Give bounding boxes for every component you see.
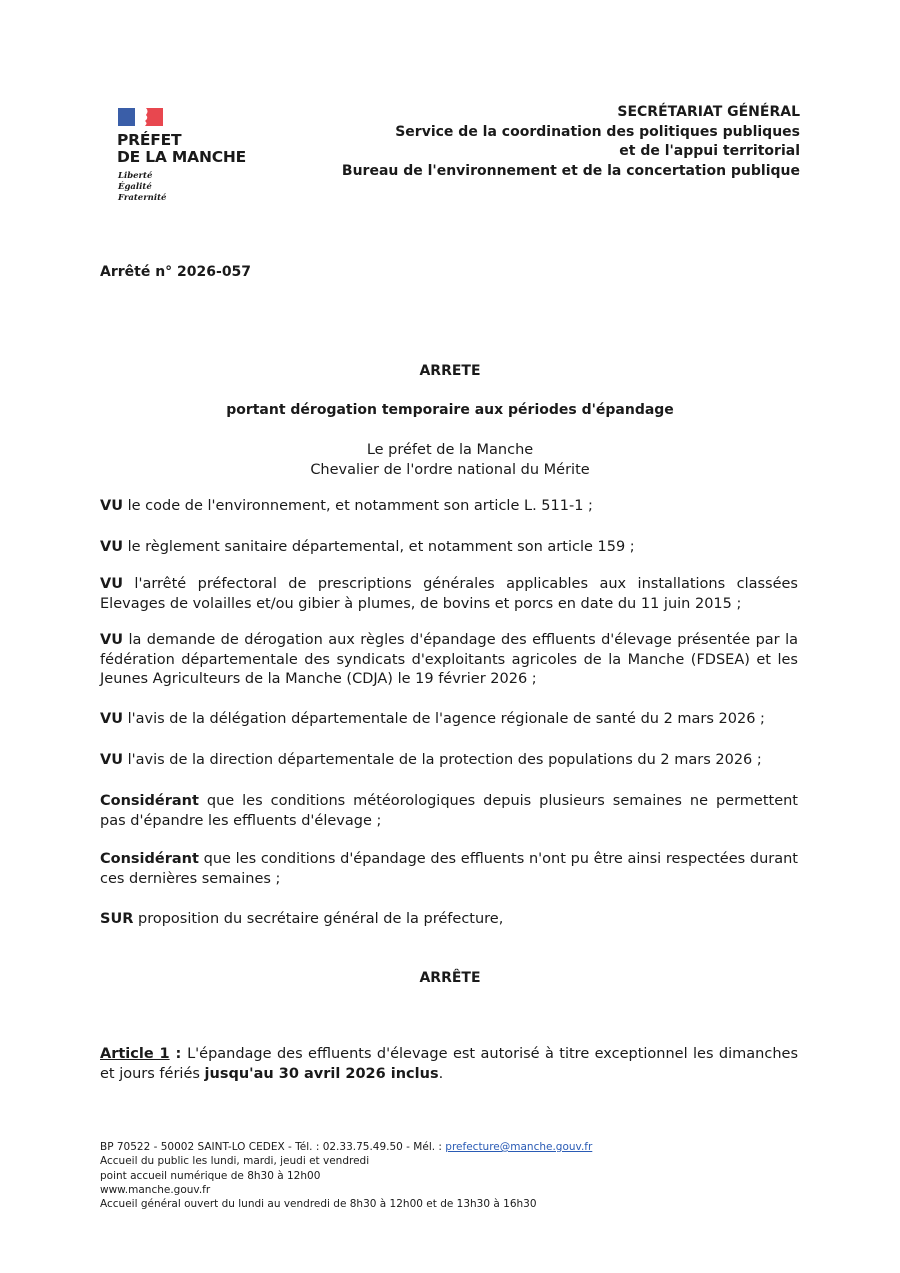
para-text: l'avis de la délégation départementale de l'agence régionale de santé du 2 mars 2026 ; (123, 711, 765, 727)
email-link[interactable]: prefecture@manche.gouv.fr (445, 1141, 593, 1153)
article-colon: : (169, 1046, 188, 1062)
para-text: proposition du secrétaire général de la préfecture, (133, 911, 504, 927)
header-line: et de l'appui territorial (619, 143, 800, 160)
header-line: Service de la coordination des politiques publiques (395, 123, 800, 140)
prefet-line: Chevalier de l'ordre national du Mérite (310, 461, 590, 478)
motto-line: Égalité (118, 182, 152, 192)
vu-paragraph (100, 631, 798, 690)
sur-paragraph (100, 910, 798, 930)
article-1 (100, 1045, 798, 1084)
para-lead: Considérant (100, 851, 199, 867)
prefet-line: Le préfet de la Manche (366, 442, 534, 458)
considerant-paragraph (100, 792, 798, 831)
logo-line: PRÉFET (117, 131, 182, 149)
prefet-heading (0, 441, 900, 480)
para-text: le code de l'environnement, et notamment son article L. 511-1 ; (123, 498, 593, 514)
arrete-number: Arrêté n° 2026-057 (100, 264, 252, 280)
para-lead: VU (100, 498, 123, 514)
marianne-flag-logo (118, 108, 163, 126)
decision-title: ARRÊTE (419, 970, 481, 986)
footer-website: www.manche.gouv.fr (100, 1183, 211, 1196)
article-label: Article 1 (100, 1046, 170, 1062)
para-text: que les conditions d'épandage des effluents n'ont pu être ainsi respectées durant ces dernières semaines ; (100, 851, 798, 887)
footer-address: BP 70522 - 50002 SAINT-LO CEDEX - Tél. : 02.33.75.49.50 - Mél. : (100, 1141, 446, 1153)
para-lead: SUR (100, 911, 134, 927)
motto-line: Liberté (118, 171, 153, 181)
para-lead: VU (100, 752, 123, 768)
para-lead: Considérant (100, 793, 199, 809)
para-text: le règlement sanitaire départemental, et notamment son article 159 ; (123, 539, 635, 555)
vu-paragraph (100, 710, 798, 730)
para-lead: VU (100, 632, 123, 648)
para-text: l'avis de la direction départementale de la protection des populations du 2 mars 2026 ; (123, 752, 762, 768)
footer-line: point accueil numérique de 8h30 à 12h00 (100, 1169, 321, 1182)
vu-paragraph (100, 751, 798, 771)
issuing-office-header (342, 103, 800, 182)
para-text: l'arrêté préfectoral de prescriptions générales applicables aux installations classées Elevages de volailles et/ou gibier à plumes, de bovins et porcs en date du 11 juin 2015 ; (100, 576, 798, 612)
header-line: SECRÉTARIAT GÉNÉRAL (617, 104, 800, 120)
footer-line (100, 1140, 592, 1154)
para-text: la demande de dérogation aux règles d'épandage des effluents d'élevage présentée par la fédération départementale des syndicats d'exploitants agricoles de la Manche (FDSEA) et les Jeunes Agriculteurs de la Manche (CDJA) le 19 février 2026 ; (100, 632, 798, 687)
vu-paragraph (100, 575, 798, 614)
para-lead: VU (100, 711, 123, 727)
logo-title (117, 132, 246, 166)
footer-line: Accueil général ouvert du lundi au vendredi de 8h30 à 12h00 et de 13h30 à 16h30 (100, 1198, 537, 1211)
article-end: . (438, 1065, 444, 1082)
motto (118, 171, 166, 204)
article-text: L'épandage des effluents d'élevage est autorisé à titre exceptionnel les dimanches et jours fériés (100, 1046, 798, 1082)
logo-line: DE LA MANCHE (117, 148, 247, 166)
para-lead: VU (100, 539, 123, 555)
document-title: ARRETE (419, 363, 481, 379)
para-text: que les conditions météorologiques depuis plusieurs semaines ne permettent pas d'épandre les effluents d'élevage ; (100, 793, 798, 829)
para-lead: VU (100, 576, 123, 592)
vu-paragraph (100, 497, 798, 517)
article-date: jusqu'au 30 avril 2026 inclus (204, 1065, 439, 1082)
footer-contact (100, 1140, 592, 1211)
motto-line: Fraternité (118, 193, 167, 203)
considerant-paragraph (100, 850, 798, 889)
footer-line: Accueil du public les lundi, mardi, jeudi et vendredi (100, 1155, 370, 1168)
vu-paragraph (100, 538, 798, 558)
header-line: Bureau de l'environnement et de la concertation publique (341, 163, 800, 180)
document-subtitle: portant dérogation temporaire aux périodes d'épandage (226, 402, 674, 418)
